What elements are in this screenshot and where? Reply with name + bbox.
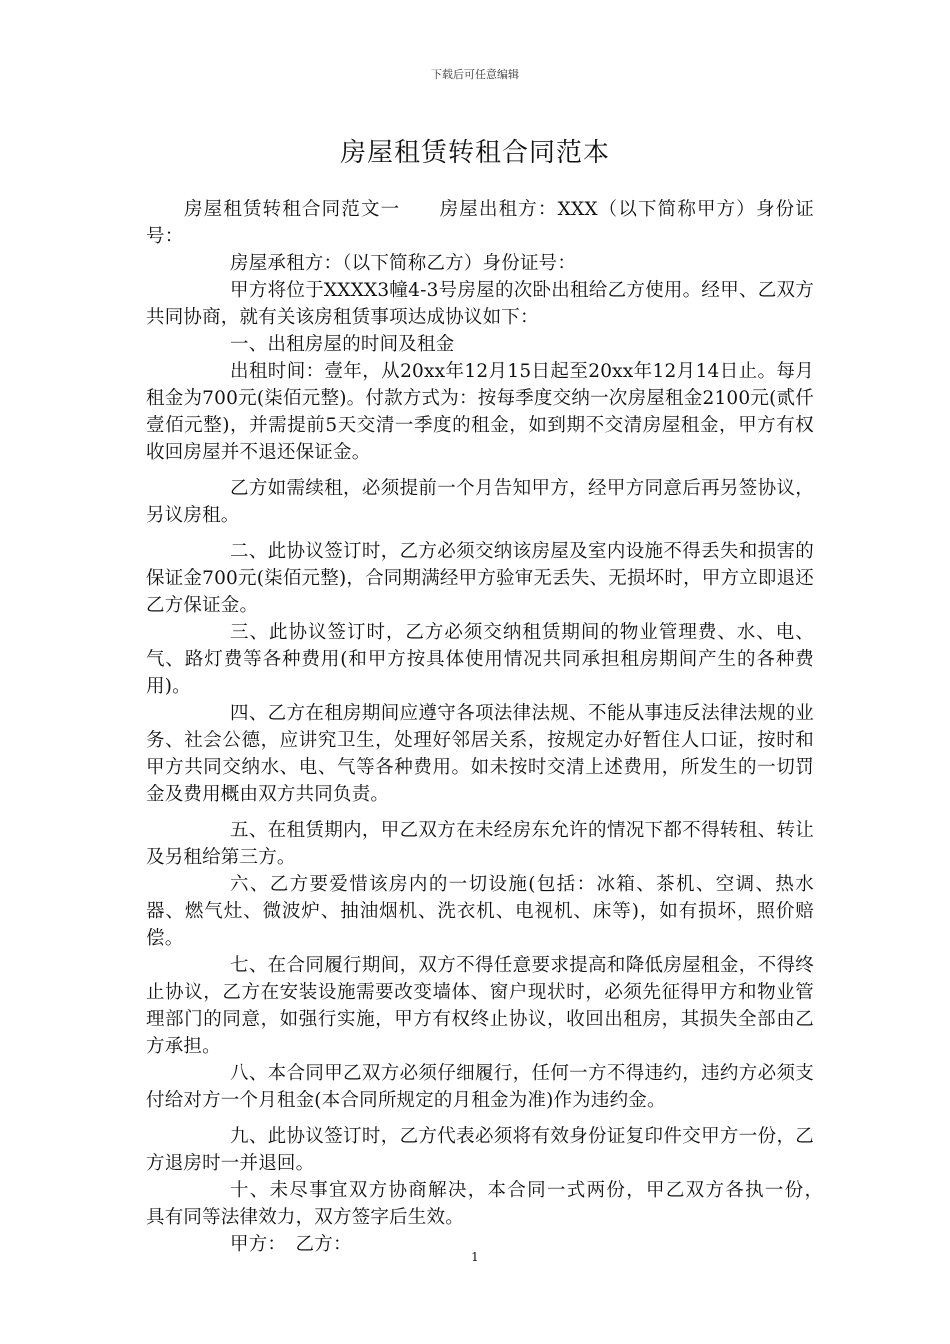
clause-5: 五、在租赁期内，甲乙双方在未经房东允许的情况下都不得转租、转让及另租给第三方。 <box>146 820 814 868</box>
paragraph-intro: 房屋租赁转租合同范文一 房屋出租方：XXX（以下简称甲方）身份证号： <box>146 199 814 247</box>
clause-8: 八、本合同甲乙双方必须仔细履行，任何一方不得违约，违约方必须支付给对方一个月租金(本合同所规定的月租金为准)作为违约金。 <box>146 1063 814 1111</box>
clause-2: 二、此协议签订时，乙方必须交纳该房屋及室内设施不得丢失和损害的保证金700元(柒佰元整)，合同期满经甲方验审无丢失、无损坏时，甲方立即退还乙方保证金。 <box>146 541 814 616</box>
paragraph-tenant: 房屋承租方：（以下简称乙方）身份证号： <box>230 253 577 274</box>
document-title: 房屋租赁转租合同范本 <box>339 138 610 168</box>
paragraph-rent-term: 出租时间：壹年，从20xx年12月15日起至20xx年12月14日止。每月租金为700元(柒佰元整)。付款方式为：按每季度交纳一次房屋租金2100元(贰仟壹佰元整)，并需提前5天交清一季度的租金，如到期不交清房屋租金，甲方有权收回房屋并不退还保证金。 <box>146 361 814 463</box>
clause-9: 九、此协议签订时，乙方代表必须将有效身份证复印件交甲方一份，乙方退房时一并退回。 <box>146 1126 814 1174</box>
clause-6: 六、乙方要爱惜该房内的一切设施(包括：冰箱、茶机、空调、热水器、燃气灶、微波炉、抽油烟机、洗衣机、电视机、床等)，如有损坏，照价赔偿。 <box>146 874 814 949</box>
clause-10: 十、未尽事宜双方协商解决，本合同一式两份，甲乙双方各执一份， 具有同等法律效力，双方签字后生效。 <box>146 1180 833 1228</box>
paragraph-preamble: 甲方将位于XXXX3幢4-3号房屋的次卧出租给乙方使用。经甲、乙双方共同协商，就有关该房租赁事项达成协议如下： <box>146 280 814 328</box>
paragraph-renewal: 乙方如需续租，必须提前一个月告知甲方，经甲方同意后再另签协议，另议房租。 <box>146 478 814 526</box>
clause-heading-1: 一、出租房屋的时间及租金 <box>230 334 455 355</box>
header-note: 下载后可任意编辑 <box>431 68 519 81</box>
signature-line: 甲方： 乙方： <box>230 1234 352 1255</box>
contract-body <box>146 196 833 1258</box>
page-number: 1 <box>471 1250 479 1264</box>
clause-4: 四、乙方在租房期间应遵守各项法律法规、不能从事违反法律法规的业务、社会公德，应讲究卫生，处理好邻居关系，按规定办好暂住人口证，按时和甲方共同交纳水、电、气等各种费用。如未按时交清上述费用，所发生的一切罚金及费用概由双方共同负责。 <box>146 703 814 805</box>
clause-3: 三、此协议签订时，乙方必须交纳租赁期间的物业管理费、水、电、气、路灯费等各种费用(和甲方按具体使用情况共同承担租房期间产生的各种费用)。 <box>146 622 814 697</box>
clause-7: 七、在合同履行期间，双方不得任意要求提高和降低房屋租金，不得终止协议，乙方在安装设施需要改变墙体、窗户现状时，必须先征得甲方和物业管理部门的同意，如强行实施，甲方有权终止协议，收回出租房，其损失全部由乙方承担。 <box>146 955 814 1057</box>
